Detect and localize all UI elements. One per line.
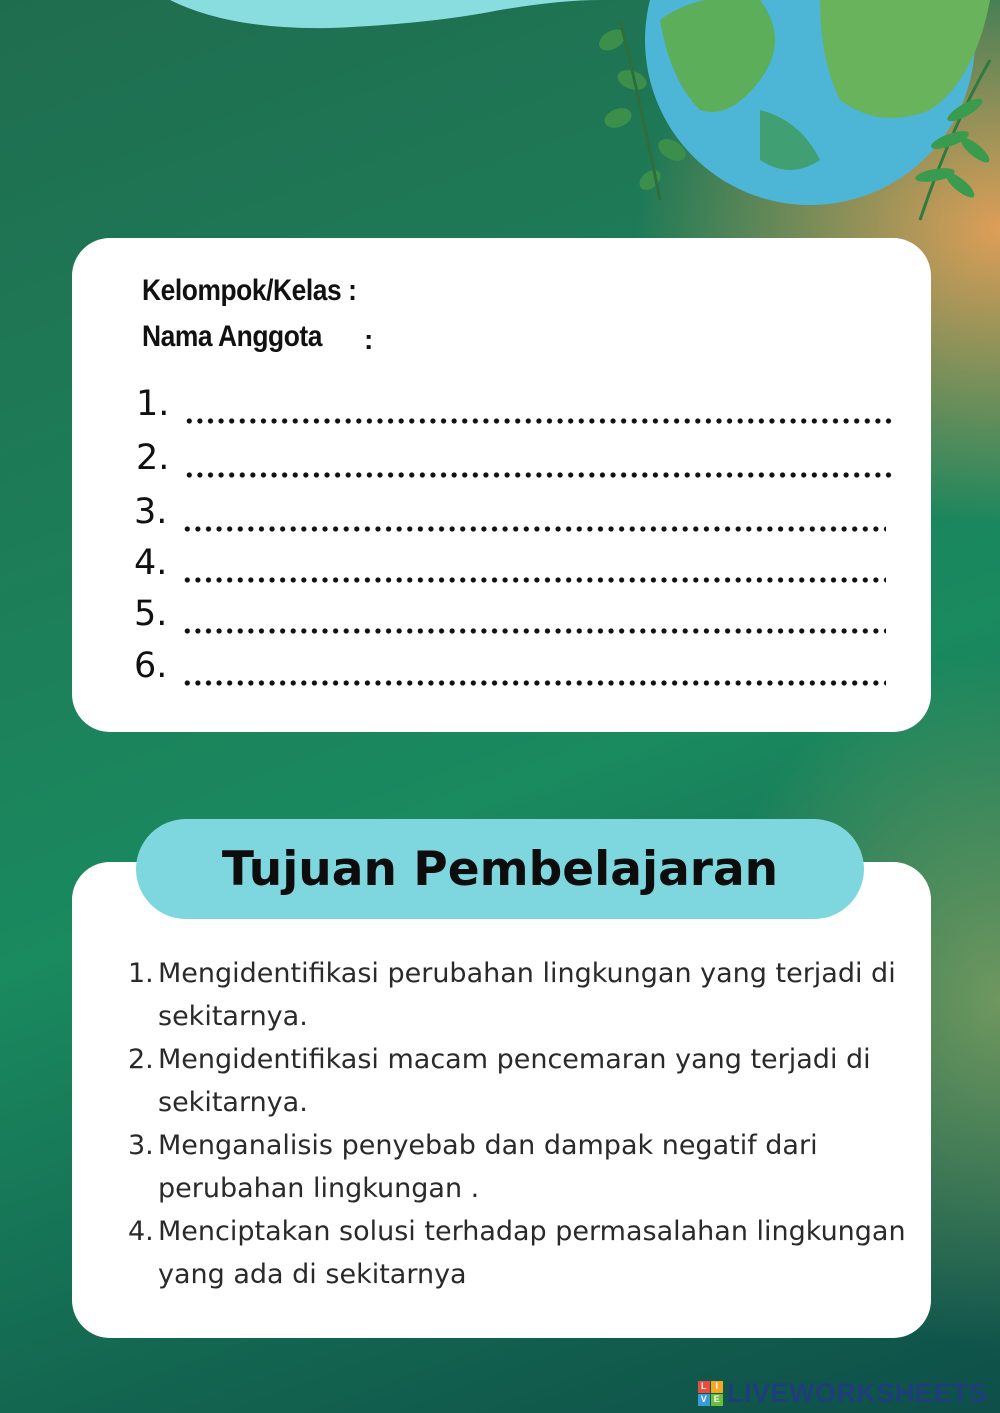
watermark-text: LIVEWORKSHEETS	[727, 1377, 988, 1408]
goal-number: 2.	[128, 1044, 154, 1075]
dotted-line	[182, 577, 886, 583]
goal-item-3	[128, 1124, 908, 1210]
group-label: Kelompok/Kelas :	[142, 274, 357, 307]
member-line-4[interactable]	[134, 543, 886, 595]
member-line-5[interactable]	[134, 594, 886, 646]
member-line-number: 2.	[136, 438, 170, 478]
globe-leaves-illustration	[0, 0, 1000, 240]
goals-list	[128, 952, 908, 1296]
member-line-number: 6.	[134, 646, 168, 686]
dotted-line	[184, 472, 896, 478]
goal-item-2	[128, 1038, 908, 1124]
member-line-number: 3.	[134, 492, 168, 532]
dotted-line	[182, 680, 886, 686]
dotted-line	[184, 418, 896, 424]
dotted-line	[182, 526, 886, 532]
water-swash	[170, 0, 600, 28]
member-line-6[interactable]	[134, 646, 886, 698]
member-line-3[interactable]	[134, 492, 886, 544]
goals-title: Tujuan Pembelajaran	[136, 819, 864, 919]
goal-number: 1.	[128, 958, 154, 989]
members-colon: :	[364, 324, 374, 355]
member-line-number: 5.	[134, 594, 168, 634]
dotted-line	[182, 628, 886, 634]
member-line-2[interactable]	[136, 438, 896, 490]
member-card	[72, 238, 931, 732]
goal-text: Menciptakan solusi terhadap permasalahan lingkungan yang ada di sekitarnya	[158, 1216, 906, 1290]
liveworksheets-watermark[interactable]	[698, 1376, 988, 1410]
goal-number: 4.	[128, 1216, 154, 1247]
goal-text: Menganalisis penyebab dan dampak negatif dari perubahan lingkungan .	[158, 1130, 818, 1204]
liveworksheets-logo-icon: L I V E	[698, 1381, 723, 1406]
member-line-1[interactable]	[136, 384, 896, 436]
goal-text: Mengidentifikasi perubahan lingkungan yang terjadi di sekitarnya.	[158, 958, 896, 1032]
goal-text: Mengidentifikasi macam pencemaran yang terjadi di sekitarnya.	[158, 1044, 871, 1118]
goal-item-1	[128, 952, 908, 1038]
members-label: Nama Anggota	[142, 320, 323, 353]
member-line-number: 1.	[136, 384, 170, 424]
member-line-number: 4.	[134, 543, 168, 583]
goal-number: 3.	[128, 1130, 154, 1161]
goal-item-4	[128, 1210, 908, 1296]
